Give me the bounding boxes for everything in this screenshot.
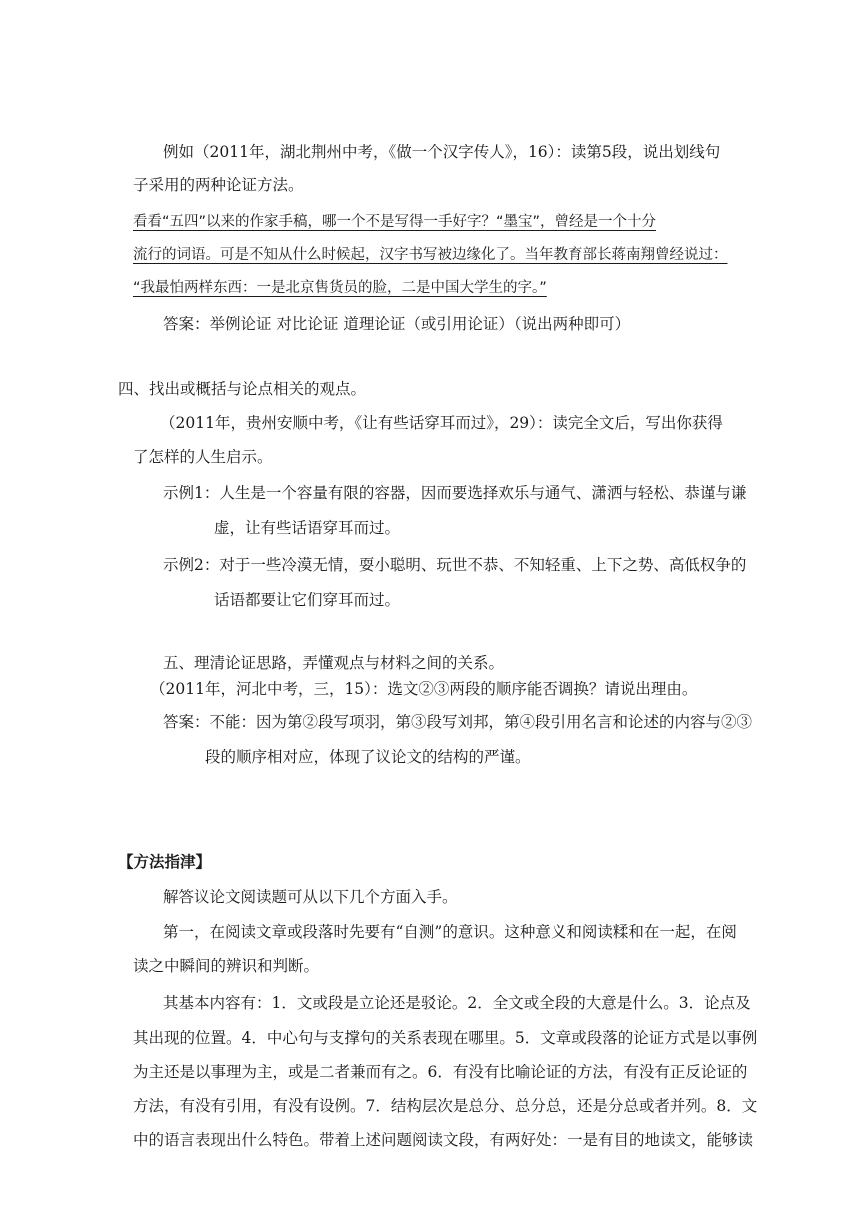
content-line5: 中的语言表现出什么特色。带着上述问题阅读文段，有两好处：一是有目的地读文，能够读 — [133, 1131, 754, 1149]
method-first-line2: 读之中瞬间的辨识和判断。 — [133, 957, 320, 975]
underlined-quote-line1: 看看“五四”以来的作家手稿，哪一个不是写得一手好字？“墨宝”，曾经是一个十分 — [133, 214, 657, 230]
underlined-quote-line2: 流行的词语。可是不知从什么时候起，汉字书写被边缘化了。当年教育部长蒋南翔曾经说过： — [133, 247, 728, 263]
example-one-line2: 虚，让有些话语穿耳而过。 — [214, 519, 401, 537]
example-intro-line1: 例如（2011年，湖北荆州中考，《做一个汉字传人》，16）：读第5段，说出划线句 — [163, 143, 721, 161]
content-line4: 方法，有没有引用，有没有设例。7．结构层次是总分、总分总，还是分总或者并列。8．文 — [133, 1097, 758, 1115]
method-first-line1: 第一，在阅读文章或段落时先要有“自测”的意识。这种意义和阅读糅和在一起，在阅 — [163, 923, 737, 941]
underlined-quote-line3: “我最怕两样东西：一是北京售货员的脸，二是中国大学生的字。” — [133, 280, 547, 296]
content-line3: 为主还是以事理为主，或是二者兼而有之。6．有没有比喻论证的方法，有没有正反论证的 — [133, 1063, 748, 1081]
section-heading-five: 五、理清论证思路，弄懂观点与材料之间的关系。 — [163, 654, 505, 672]
section-heading-four: 四、找出或概括与论点相关的观点。 — [118, 380, 367, 398]
question-four-line2: 了怎样的人生启示。 — [133, 448, 273, 466]
method-intro: 解答议论文阅读题可从以下几个方面入手。 — [163, 888, 458, 906]
answer-line: 答案：举例论证 对比论证 道理论证（或引用论证）（说出两种即可） — [163, 315, 631, 333]
answer-five-line1: 答案：不能：因为第②段写项羽，第③段写刘邦，第④段引用名言和论述的内容与②③ — [163, 713, 753, 731]
question-five: （2011年，河北中考，三，15）：选文②③两段的顺序能否调换？请说出理由。 — [150, 680, 698, 698]
content-line1: 其基本内容有：1．文或段是立论还是驳论。2．全文或全段的大意是什么。3．论点及 — [163, 994, 751, 1012]
content-line2: 其出现的位置。4．中心句与支撑句的关系表现在哪里。5．文章或段落的论证方式是以事例 — [133, 1029, 758, 1047]
example-intro-line2: 子采用的两种论证方法。 — [133, 176, 304, 194]
example-two-line2: 话语都要让它们穿耳而过。 — [214, 591, 401, 609]
example-two-line1: 示例2：对于一些冷漠无情，耍小聪明、玩世不恭、不知轻重、上下之势、高低权争的 — [163, 556, 747, 574]
method-heading: 【方法指津】 — [118, 852, 212, 871]
question-four-line1: （2011年，贵州安顺中考，《让有些话穿耳而过》，29）：读完全文后，写出你获得 — [160, 414, 723, 432]
example-one-line1: 示例1：人生是一个容量有限的容器，因而要选择欢乐与通气、潇洒与轻松、恭谨与谦 — [163, 484, 747, 502]
answer-five-line2: 段的顺序相对应，体现了议论文的结构的严谨。 — [205, 748, 531, 766]
